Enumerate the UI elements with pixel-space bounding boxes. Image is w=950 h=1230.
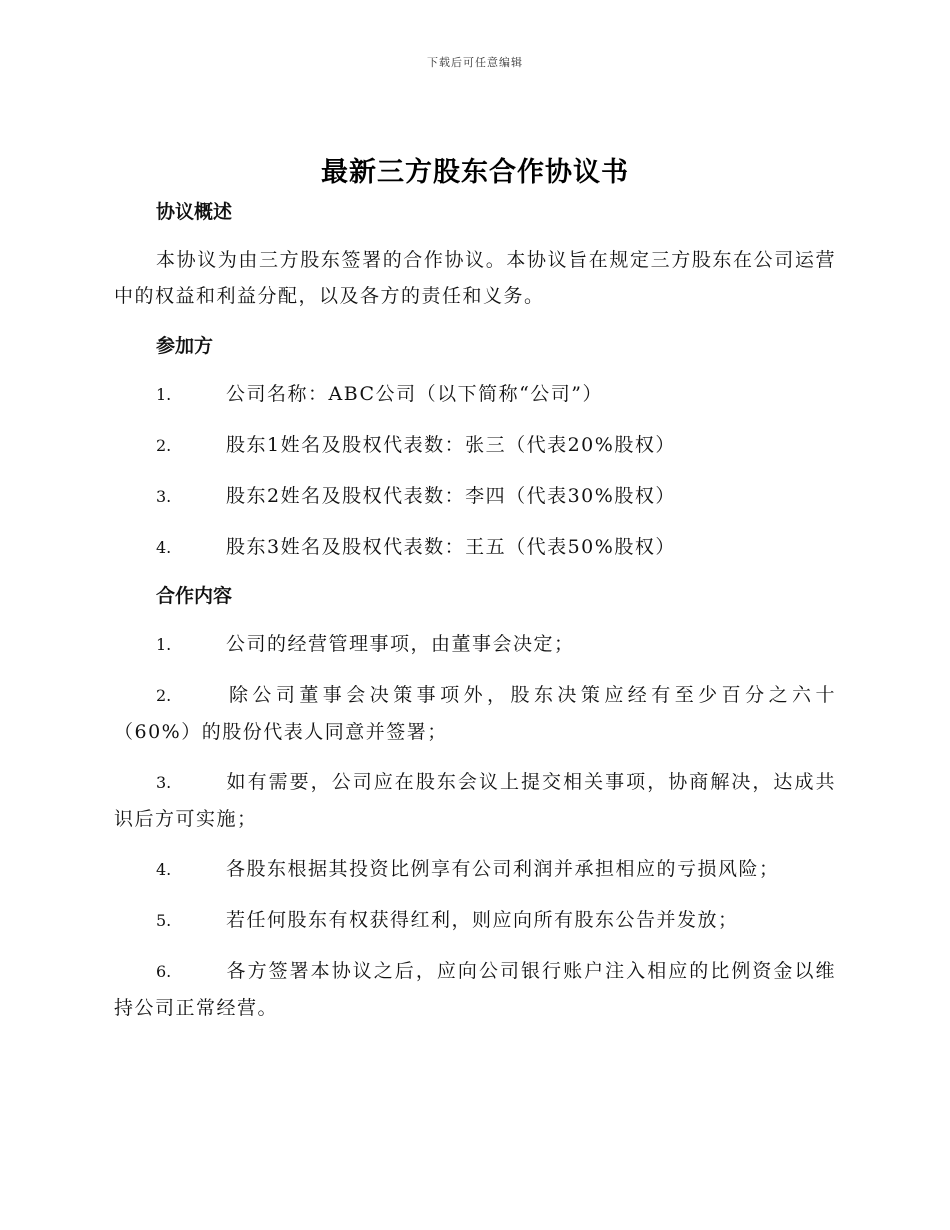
list-item [114,529,836,566]
section-heading-cooperation: 合作内容 [156,585,233,607]
header-note: 下载后可任意编辑 [427,56,523,69]
list-text: 除公司董事会决策事项外，股东决策应经有至少百分之六十（60%）的股份代表人同意并签署； [114,684,836,743]
list-item [114,427,836,464]
list-text: 股东1姓名及股权代表数：张三（代表20%股权） [226,434,676,456]
list-text: 如有需要，公司应在股东会议上提交相关事项，协商解决，达成共识后方可实施； [114,771,836,830]
list-item [114,677,836,750]
list-number: 1. [156,385,172,404]
list-number: 2. [156,436,172,455]
list-item [114,953,836,1026]
list-item [114,902,836,939]
document-body [114,196,836,1026]
list-text: 各方签署本协议之后，应向公司银行账户注入相应的比例资金以维持公司正常经营。 [114,960,836,1019]
list-text: 各股东根据其投资比例享有公司利润并承担相应的亏损风险； [226,858,780,880]
list-number: 1. [156,635,172,654]
list-number: 3. [156,487,172,506]
list-text: 若任何股东有权获得红利，则应向所有股东公告并发放； [226,909,739,931]
cooperation-list [114,626,836,1026]
list-item [114,376,836,413]
list-number: 4. [156,860,172,879]
overview-paragraph: 本协议为由三方股东签署的合作协议。本协议旨在规定三方股东在公司运营中的权益和利益分配，以及各方的责任和义务。 [114,249,836,307]
list-text: 股东2姓名及股权代表数：李四（代表30%股权） [226,485,676,507]
section-heading-parties: 参加方 [156,335,214,357]
parties-list [114,376,836,566]
list-number: 4. [156,538,172,557]
section-heading-overview: 协议概述 [156,201,233,223]
document-title: 最新三方股东合作协议书 [321,157,629,188]
list-item [114,851,836,888]
list-number: 2. [156,686,172,705]
list-text: 公司的经营管理事项，由董事会决定； [226,633,575,655]
list-item [114,478,836,515]
list-number: 6. [156,962,172,981]
list-number: 5. [156,911,172,930]
list-item [114,626,836,663]
list-text: 公司名称：ABC公司（以下简称“公司”） [226,383,604,405]
list-text: 股东3姓名及股权代表数：王五（代表50%股权） [226,536,676,558]
list-number: 3. [156,773,172,792]
list-item [114,764,836,837]
